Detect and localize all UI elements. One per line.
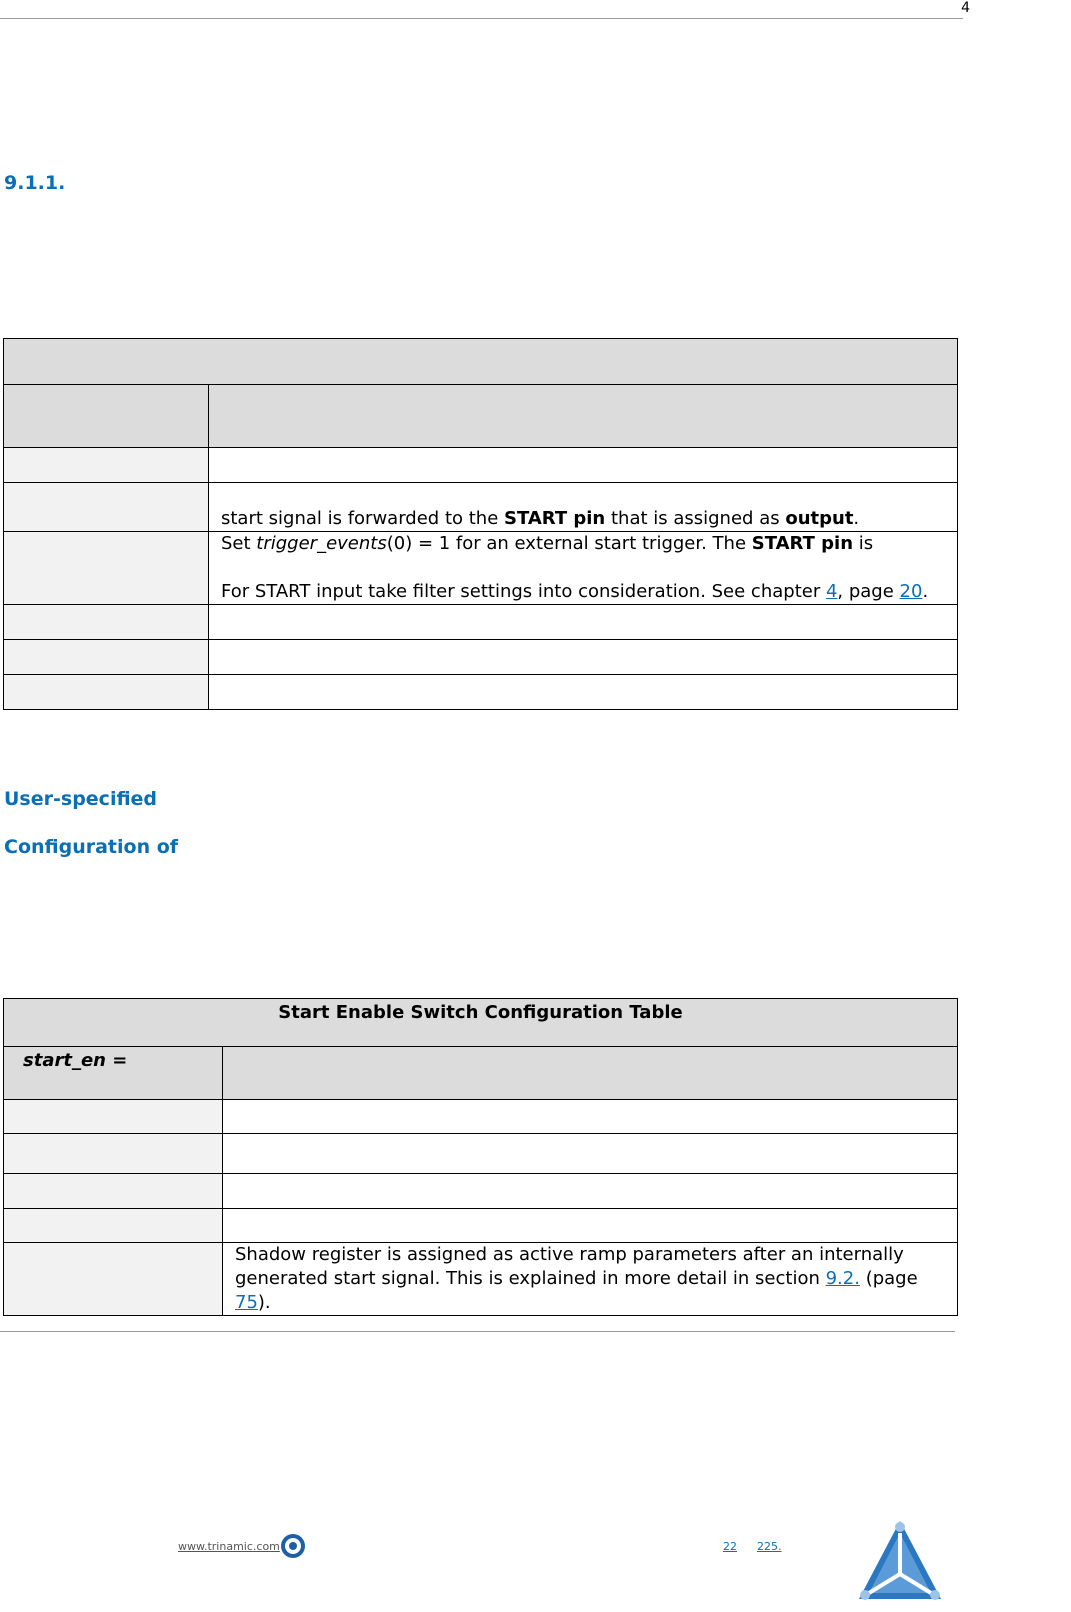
- footer-total-link[interactable]: 225.: [757, 1540, 782, 1553]
- table1-row2-desc: start signal is forwarded to the START pin that is assigned as output.: [209, 483, 958, 532]
- trinamic-logo-icon: [857, 1519, 943, 1601]
- table1-row4-desc: [209, 605, 958, 640]
- table1-title-cell: [4, 339, 958, 385]
- page-number: 4: [961, 0, 970, 16]
- table2-row4-label: [4, 1209, 223, 1243]
- table1-row5-label: [4, 640, 209, 675]
- table1-row1-label: [4, 448, 209, 483]
- user-specified-heading: User-specified: [4, 788, 158, 810]
- table1-col1-header: [4, 385, 209, 448]
- trinamic-badge-icon: [280, 1533, 306, 1559]
- table1-row6-desc: [209, 675, 958, 710]
- table2-row4-desc: [223, 1209, 958, 1243]
- table2-title: Start Enable Switch Configuration Table: [4, 999, 958, 1047]
- header-rule: [0, 18, 963, 19]
- start-trigger-table: [3, 338, 958, 710]
- page-75-link[interactable]: 75: [235, 1292, 258, 1313]
- footer-rule: [0, 1331, 955, 1332]
- table1-row3-label: [4, 532, 209, 605]
- table2-row1-desc: [223, 1100, 958, 1134]
- table2-row3-label: [4, 1174, 223, 1209]
- configuration-of-heading: Configuration of: [4, 836, 179, 858]
- table1-row6-label: [4, 675, 209, 710]
- table1-row3-desc: Set trigger_events(0) = 1 for an external start trigger. The START pin is For START input take filter settings into consideration. See chapter 4, page 20.: [209, 532, 958, 605]
- table1-row5-desc: [209, 640, 958, 675]
- chapter-4-link[interactable]: 4: [825, 581, 838, 602]
- start-enable-switch-table: [3, 998, 958, 1316]
- table2-row3-desc: [223, 1174, 958, 1209]
- section-number-heading: 9.1.1.: [4, 172, 66, 194]
- footer-page-link[interactable]: 22: [723, 1540, 737, 1553]
- table1-col2-header: [209, 385, 958, 448]
- table1-row1-desc: [209, 448, 958, 483]
- table2-row1-label: [4, 1100, 223, 1134]
- table1-row2-label: [4, 483, 209, 532]
- website-link[interactable]: www.trinamic.com: [178, 1540, 280, 1553]
- table2-row5-desc: Shadow register is assigned as active ramp parameters after an internally generated start signal. This is explained in more detail in section 9.2. (page 75).: [223, 1243, 958, 1316]
- section-9-2-link[interactable]: 9.2.: [825, 1268, 860, 1289]
- table2-col2-header: [223, 1047, 958, 1100]
- page-20-link[interactable]: 20: [899, 581, 923, 602]
- table2-row2-desc: [223, 1134, 958, 1174]
- table2-row5-label: [4, 1243, 223, 1316]
- table2-col1-header: start_en =: [4, 1047, 223, 1100]
- table1-row4-label: [4, 605, 209, 640]
- table2-row2-label: [4, 1134, 223, 1174]
